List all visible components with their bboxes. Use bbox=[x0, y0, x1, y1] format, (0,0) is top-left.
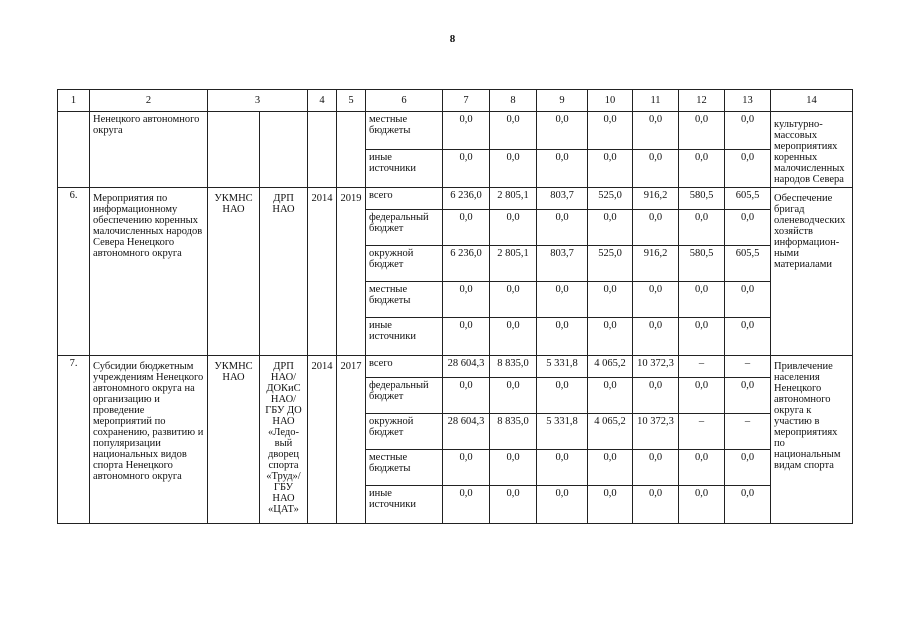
value-cell: 0,0 bbox=[725, 210, 771, 246]
program-table bbox=[57, 89, 853, 524]
value-cell: 0,0 bbox=[633, 150, 679, 188]
col-header-12: 12 bbox=[679, 90, 725, 112]
funding-source-cell: федеральный бюджет bbox=[366, 210, 443, 246]
funding-source-cell: иные источники bbox=[366, 150, 443, 188]
value-cell: 2 805,1 bbox=[490, 246, 537, 282]
value-cell: 0,0 bbox=[679, 378, 725, 414]
col-header-4: 4 bbox=[308, 90, 337, 112]
col-header-1: 1 bbox=[58, 90, 90, 112]
value-cell: 0,0 bbox=[588, 282, 633, 318]
value-cell: 0,0 bbox=[537, 450, 588, 486]
col-header-11: 11 bbox=[633, 90, 679, 112]
value-cell: 8 835,0 bbox=[490, 356, 537, 378]
value-cell: 0,0 bbox=[633, 112, 679, 150]
value-cell: 0,0 bbox=[490, 282, 537, 318]
row-number-cell: 7. bbox=[58, 356, 90, 524]
funding-source-cell: иные источники bbox=[366, 318, 443, 356]
value-cell: 803,7 bbox=[537, 246, 588, 282]
value-cell: 5 331,8 bbox=[537, 356, 588, 378]
value-cell: 0,0 bbox=[490, 150, 537, 188]
value-cell: 580,5 bbox=[679, 246, 725, 282]
value-cell: 0,0 bbox=[537, 150, 588, 188]
value-cell: 605,5 bbox=[725, 188, 771, 210]
col-header-3: 3 bbox=[208, 90, 308, 112]
value-cell: 4 065,2 bbox=[588, 356, 633, 378]
value-cell: 0,0 bbox=[725, 150, 771, 188]
value-cell: 4 065,2 bbox=[588, 414, 633, 450]
value-cell: 0,0 bbox=[490, 486, 537, 524]
co-executor-cell bbox=[260, 112, 308, 188]
row-number-cell bbox=[58, 112, 90, 188]
page-number: 8 bbox=[449, 33, 456, 45]
value-cell: 0,0 bbox=[679, 112, 725, 150]
co-executor-cell: ДРП НАО/ ДОКиС НАО/ ГБУ ДО НАО «Ледо-вый дворец спорта «Труд»/ ГБУ НАО «ЦАТ» bbox=[260, 356, 308, 524]
value-cell: 0,0 bbox=[537, 112, 588, 150]
value-cell: 0,0 bbox=[588, 112, 633, 150]
value-cell: 0,0 bbox=[633, 282, 679, 318]
value-cell: 0,0 bbox=[725, 112, 771, 150]
value-cell: 0,0 bbox=[443, 318, 490, 356]
value-cell: 580,5 bbox=[679, 188, 725, 210]
value-cell: 0,0 bbox=[633, 450, 679, 486]
col-header-9: 9 bbox=[537, 90, 588, 112]
col-header-7: 7 bbox=[443, 90, 490, 112]
funding-source-cell: местные бюджеты bbox=[366, 450, 443, 486]
table-row bbox=[58, 112, 853, 150]
value-cell: 0,0 bbox=[443, 378, 490, 414]
value-cell: 5 331,8 bbox=[537, 414, 588, 450]
value-cell: 0,0 bbox=[633, 486, 679, 524]
value-cell: 0,0 bbox=[679, 282, 725, 318]
responsible-cell: УКМНС НАО bbox=[208, 188, 260, 356]
value-cell: 0,0 bbox=[633, 318, 679, 356]
col-header-6: 6 bbox=[366, 90, 443, 112]
value-cell: 8 835,0 bbox=[490, 414, 537, 450]
value-cell: – bbox=[679, 414, 725, 450]
value-cell: 0,0 bbox=[443, 450, 490, 486]
value-cell: 0,0 bbox=[588, 318, 633, 356]
funding-source-cell: окружной бюджет bbox=[366, 246, 443, 282]
start-year-cell: 2014 bbox=[308, 188, 337, 356]
value-cell: 0,0 bbox=[588, 210, 633, 246]
value-cell: 0,0 bbox=[633, 378, 679, 414]
funding-source-cell: федеральный бюджет bbox=[366, 378, 443, 414]
col-header-14: 14 bbox=[771, 90, 853, 112]
co-executor-cell: ДРП НАО bbox=[260, 188, 308, 356]
expected-result-cell: культурно-массовых мероприятиях коренных малочисленных народов Севера bbox=[771, 112, 853, 188]
responsible-cell: УКМНС НАО bbox=[208, 356, 260, 524]
value-cell: 2 805,1 bbox=[490, 188, 537, 210]
value-cell: 0,0 bbox=[725, 486, 771, 524]
start-year-cell: 2014 bbox=[308, 356, 337, 524]
value-cell: 0,0 bbox=[443, 150, 490, 188]
funding-source-cell: окружной бюджет bbox=[366, 414, 443, 450]
responsible-cell bbox=[208, 112, 260, 188]
value-cell: 525,0 bbox=[588, 246, 633, 282]
value-cell: 0,0 bbox=[443, 282, 490, 318]
activity-name-cell: Ненецкого автономного округа bbox=[90, 112, 208, 188]
table-row bbox=[58, 356, 853, 378]
value-cell: 0,0 bbox=[490, 112, 537, 150]
funding-source-cell: иные источники bbox=[366, 486, 443, 524]
value-cell: 0,0 bbox=[537, 318, 588, 356]
value-cell: 0,0 bbox=[725, 378, 771, 414]
end-year-cell bbox=[337, 112, 366, 188]
value-cell: 0,0 bbox=[537, 210, 588, 246]
value-cell: 0,0 bbox=[679, 318, 725, 356]
value-cell: 0,0 bbox=[725, 282, 771, 318]
value-cell: 0,0 bbox=[588, 150, 633, 188]
value-cell: 0,0 bbox=[490, 378, 537, 414]
end-year-cell: 2019 bbox=[337, 188, 366, 356]
value-cell: 525,0 bbox=[588, 188, 633, 210]
value-cell: 6 236,0 bbox=[443, 188, 490, 210]
col-header-8: 8 bbox=[490, 90, 537, 112]
col-header-10: 10 bbox=[588, 90, 633, 112]
col-header-13: 13 bbox=[725, 90, 771, 112]
value-cell: 0,0 bbox=[588, 486, 633, 524]
row-number-cell: 6. bbox=[58, 188, 90, 356]
value-cell: 916,2 bbox=[633, 246, 679, 282]
funding-source-cell: местные бюджеты bbox=[366, 282, 443, 318]
value-cell: 0,0 bbox=[490, 450, 537, 486]
value-cell: 28 604,3 bbox=[443, 414, 490, 450]
value-cell: 0,0 bbox=[443, 112, 490, 150]
col-header-2: 2 bbox=[90, 90, 208, 112]
expected-result-cell: Привлечение населения Ненецкого автономного округа к участию в мероприятиях по национальным видам спорта bbox=[771, 356, 853, 524]
value-cell: 0,0 bbox=[443, 210, 490, 246]
value-cell: 10 372,3 bbox=[633, 356, 679, 378]
end-year-cell: 2017 bbox=[337, 356, 366, 524]
activity-name-cell: Мероприятия по информационному обеспечению коренных малочисленных народов Севера Ненецкого автономного округа bbox=[90, 188, 208, 356]
value-cell: 0,0 bbox=[537, 486, 588, 524]
value-cell: 0,0 bbox=[633, 210, 679, 246]
table-row bbox=[58, 188, 853, 210]
value-cell: 0,0 bbox=[443, 486, 490, 524]
value-cell: 0,0 bbox=[490, 210, 537, 246]
value-cell: 0,0 bbox=[679, 150, 725, 188]
value-cell: 10 372,3 bbox=[633, 414, 679, 450]
value-cell: 6 236,0 bbox=[443, 246, 490, 282]
value-cell: 803,7 bbox=[537, 188, 588, 210]
value-cell: 0,0 bbox=[537, 282, 588, 318]
value-cell: 0,0 bbox=[679, 210, 725, 246]
value-cell: 0,0 bbox=[588, 378, 633, 414]
value-cell: 0,0 bbox=[490, 318, 537, 356]
col-header-5: 5 bbox=[337, 90, 366, 112]
value-cell: 605,5 bbox=[725, 246, 771, 282]
value-cell: 0,0 bbox=[537, 378, 588, 414]
funding-source-cell: всего bbox=[366, 356, 443, 378]
value-cell: – bbox=[725, 414, 771, 450]
value-cell: 0,0 bbox=[588, 450, 633, 486]
value-cell: – bbox=[679, 356, 725, 378]
value-cell: 28 604,3 bbox=[443, 356, 490, 378]
value-cell: 0,0 bbox=[679, 450, 725, 486]
value-cell: – bbox=[725, 356, 771, 378]
value-cell: 0,0 bbox=[725, 318, 771, 356]
funding-source-cell: всего bbox=[366, 188, 443, 210]
value-cell: 916,2 bbox=[633, 188, 679, 210]
value-cell: 0,0 bbox=[679, 486, 725, 524]
activity-name-cell: Субсидии бюджетным учреждениям Ненецкого автономного округа на организацию и проведение мероприятий по сохранению, развитию и популяризации национальных видов спорта Ненецкого автономного округа bbox=[90, 356, 208, 524]
value-cell: 0,0 bbox=[725, 450, 771, 486]
header-row bbox=[58, 90, 853, 112]
start-year-cell bbox=[308, 112, 337, 188]
funding-source-cell: местные бюджеты bbox=[366, 112, 443, 150]
expected-result-cell: Обеспечение бригад оленеводческих хозяйств информацион-ными материалами bbox=[771, 188, 853, 356]
